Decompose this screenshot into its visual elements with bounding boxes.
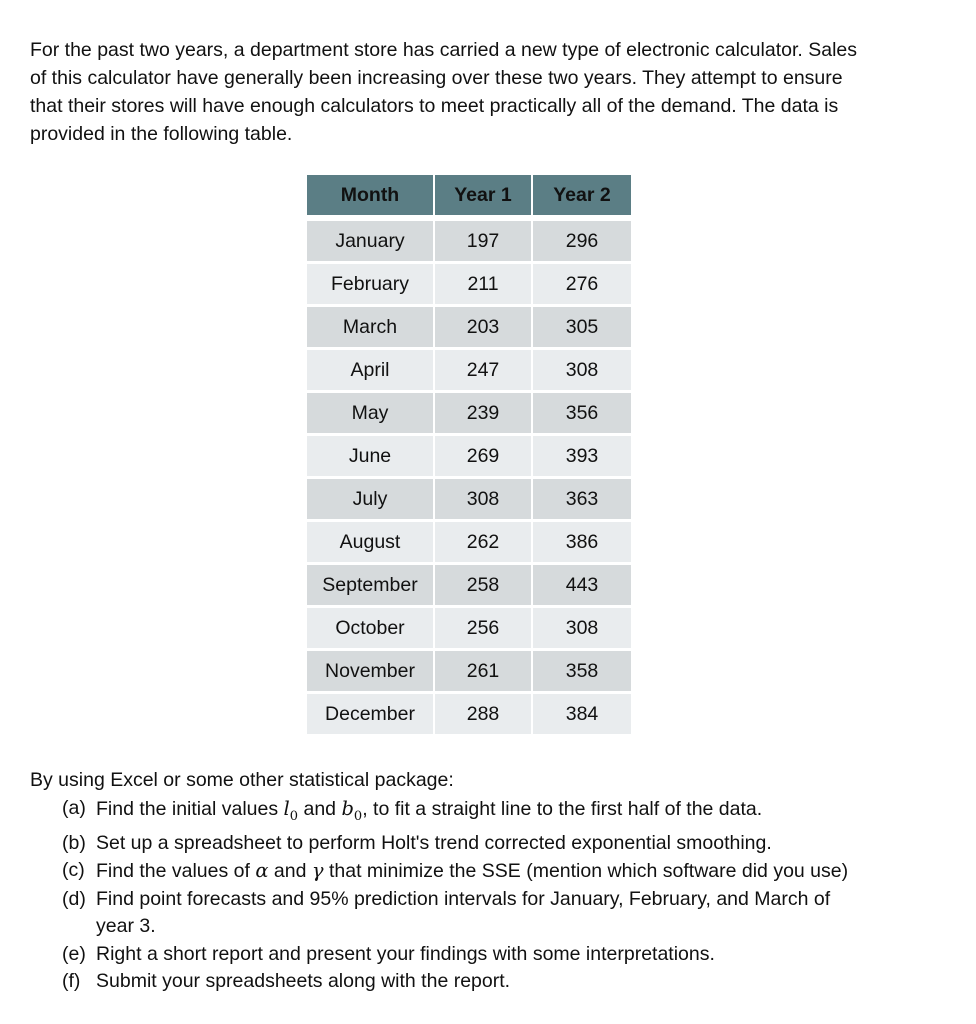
task-text: Right a short report and present your findings with some interpretations. xyxy=(96,942,715,965)
cell-month: October xyxy=(307,608,435,651)
cell-year-2: 356 xyxy=(533,393,631,436)
task-marker: (c) xyxy=(62,859,85,882)
task-list-section xyxy=(30,767,950,996)
table-row xyxy=(307,393,631,436)
table-header-row xyxy=(307,175,631,221)
task-a-text-mid: and xyxy=(298,797,342,820)
task-item-b xyxy=(30,830,950,858)
task-a-text-pre: Find the initial values xyxy=(96,797,284,820)
cell-year-1: 203 xyxy=(435,307,533,350)
header-year-2: Year 2 xyxy=(533,175,631,221)
cell-month: March xyxy=(307,307,435,350)
intro-line-1: For the past two years, a department store has carried a new type of electronic calculator. Sales xyxy=(30,39,857,61)
cell-month: May xyxy=(307,393,435,436)
cell-year-1: 197 xyxy=(435,221,533,264)
cell-year-2: 358 xyxy=(533,651,631,694)
header-month: Month xyxy=(307,175,435,221)
table-row xyxy=(307,522,631,565)
cell-year-1: 247 xyxy=(435,350,533,393)
cell-year-2: 363 xyxy=(533,479,631,522)
cell-year-1: 261 xyxy=(435,651,533,694)
task-marker: (b) xyxy=(62,831,86,854)
cell-year-1: 262 xyxy=(435,522,533,565)
cell-month: September xyxy=(307,565,435,608)
math-alpha: α xyxy=(255,859,269,883)
task-c-text-pre: Find the values of xyxy=(96,860,256,883)
math-l0 xyxy=(283,796,299,824)
cell-year-2: 308 xyxy=(533,350,631,393)
task-item-a xyxy=(30,795,950,830)
cell-month: December xyxy=(307,694,435,737)
task-text xyxy=(96,857,950,886)
cell-month: January xyxy=(307,221,435,264)
cell-year-1: 288 xyxy=(435,694,533,737)
math-b0 xyxy=(341,796,363,824)
task-marker: (f) xyxy=(62,970,81,993)
intro-line-3: that their stores will have enough calculators to meet practically all of the demand. The data is xyxy=(30,95,839,117)
math-l: l xyxy=(283,796,290,820)
cell-month: November xyxy=(307,651,435,694)
cell-year-2: 296 xyxy=(533,221,631,264)
math-b-sub: 0 xyxy=(353,808,363,824)
task-text: Submit your spreadsheets along with the report. xyxy=(96,970,511,993)
cell-year-2: 384 xyxy=(533,694,631,737)
cell-year-1: 308 xyxy=(435,479,533,522)
cell-year-2: 443 xyxy=(533,565,631,608)
task-lead: By using Excel or some other statistical package: xyxy=(30,769,454,791)
table-row xyxy=(307,479,631,522)
task-text: Set up a spreadsheet to perform Holt's trend corrected exponential smoothing. xyxy=(96,831,772,854)
task-a-text-post: , to fit a straight line to the first half of the data. xyxy=(362,797,763,820)
math-b: b xyxy=(341,796,354,820)
task-item-f xyxy=(30,968,950,996)
cell-year-2: 276 xyxy=(533,264,631,307)
task-list xyxy=(30,795,950,996)
cell-month: February xyxy=(307,264,435,307)
cell-year-1: 239 xyxy=(435,393,533,436)
task-c-text-post: that minimize the SSE (mention which software did you use) xyxy=(323,860,849,883)
table-row xyxy=(307,221,631,264)
cell-year-2: 386 xyxy=(533,522,631,565)
task-marker: (d) xyxy=(62,887,86,910)
task-marker: (a) xyxy=(62,796,86,819)
cell-month: August xyxy=(307,522,435,565)
task-item-c xyxy=(30,857,950,886)
cell-month: April xyxy=(307,350,435,393)
cell-month: June xyxy=(307,436,435,479)
table-row xyxy=(307,350,631,393)
table-row xyxy=(307,307,631,350)
cell-year-1: 258 xyxy=(435,565,533,608)
table-row xyxy=(307,565,631,608)
task-text-line-1: Find point forecasts and 95% prediction intervals for January, February, and March of xyxy=(96,887,831,910)
problem-intro xyxy=(30,36,930,148)
intro-line-4: provided in the following table. xyxy=(30,123,293,145)
task-item-e xyxy=(30,941,950,969)
cell-year-1: 269 xyxy=(435,436,533,479)
task-text-line-2: year 3. xyxy=(96,915,156,938)
task-c-text-mid: and xyxy=(268,860,312,883)
cell-year-2: 305 xyxy=(533,307,631,350)
task-item-d xyxy=(30,886,950,941)
table-row xyxy=(307,264,631,307)
cell-year-2: 308 xyxy=(533,608,631,651)
table-row xyxy=(307,608,631,651)
intro-line-2: of this calculator have generally been increasing over these two years. They attempt to ensure xyxy=(30,67,843,89)
sales-table xyxy=(307,175,631,737)
cell-year-1: 256 xyxy=(435,608,533,651)
task-marker: (e) xyxy=(62,942,86,965)
task-text xyxy=(96,795,950,830)
table-row xyxy=(307,436,631,479)
table-row xyxy=(307,651,631,694)
cell-year-2: 393 xyxy=(533,436,631,479)
cell-year-1: 211 xyxy=(435,264,533,307)
header-year-1: Year 1 xyxy=(435,175,533,221)
math-l-sub: 0 xyxy=(289,808,299,824)
table-row xyxy=(307,694,631,737)
math-gamma: γ xyxy=(311,859,324,883)
cell-month: July xyxy=(307,479,435,522)
